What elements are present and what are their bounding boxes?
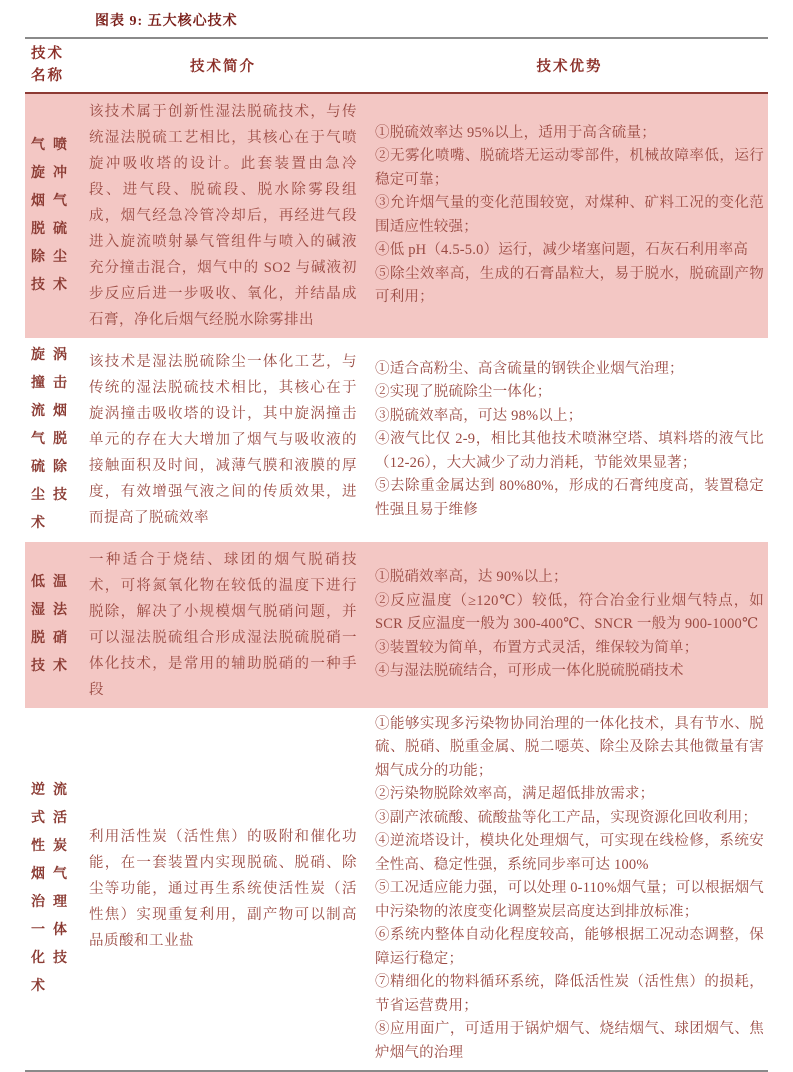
tech-intro: 利用活性炭（活性焦）的吸附和催化功能，在一套装置内实现脱硫、脱硝、除尘等功能，通过再生系统使活性炭（活性焦）实现重复利用，副产物可以制高品质酸和工业盐 xyxy=(89,829,357,950)
tech-name: 气喷旋冲烟气脱硫除尘技术 xyxy=(31,137,75,293)
tech-advantages-list xyxy=(369,117,768,315)
advantage-item: ④与湿法脱硫结合，可形成一体化脱硫脱硝技术 xyxy=(375,663,684,680)
column-header-advantages: 技术优势 xyxy=(536,58,603,75)
tech-name: 低温湿法脱硝技术 xyxy=(31,574,75,674)
advantage-item: ⑤去除重金属达到 80%80%，形成的石膏纯度高，装置稳定性强且易于维修 xyxy=(375,478,764,518)
tech-intro: 该技术是湿法脱硫除尘一体化工艺，与传统的湿法脱硫技术相比，其核心在于旋涡撞击吸收塔的设计，其中旋涡撞击单元的存在大大增加了烟气与吸收液的接触面积及时间，减薄气膜和液膜的厚度，有效增强气液之间的传质效果，进而提高了脱硫效率 xyxy=(89,353,357,526)
advantage-item: ③副产浓硫酸、硫酸盐等化工产品，实现资源化回收利用； xyxy=(375,809,758,826)
column-header-intro: 技术简介 xyxy=(190,58,256,75)
advantage-item: ③允许烟气量的变化范围较宽，对煤种、矿料工况的变化范围适应性较强； xyxy=(375,195,764,235)
tech-name: 旋涡撞击流烟气脱硫除尘技术 xyxy=(31,347,75,531)
core-tech-table xyxy=(25,37,768,1072)
advantage-item: ⑥系统内整体自动化程度较高，能够根据工况动态调整，保障运行稳定； xyxy=(375,927,764,967)
table-row-counterflow-activated-carbon xyxy=(25,708,768,1071)
table-row-gas-jet-desulfurization xyxy=(25,94,768,338)
advantage-item: ②实现了脱硫除尘一体化； xyxy=(375,384,552,401)
advantage-item: ⑤除尘效率高，生成的石膏晶粒大，易于脱水，脱硫副产物可利用； xyxy=(375,265,764,306)
advantage-item: ⑧应用面广，可适用于锅炉烟气、烧结烟气、球团烟气、焦炉烟气的治理 xyxy=(375,1021,764,1061)
advantage-item: ②污染物脱除效率高，满足超低排放需求； xyxy=(375,786,655,803)
tech-name: 逆流式活性炭烟气治理一体化技术 xyxy=(31,783,75,995)
advantage-item: ④液气比仅 2-9，相比其他技术喷淋空塔、填料塔的液气比（12-26），大大减少了动力消耗，节能效果显著； xyxy=(375,431,764,471)
tech-advantages-list xyxy=(369,561,768,689)
advantage-item: ⑤工况适应能力强，可以处理 0-110%烟气量；可以根据烟气中污染物的浓度变化调整炭层高度达到排放标准； xyxy=(375,880,764,920)
table-header-row xyxy=(25,39,768,94)
table-row-low-temp-wet-denitration xyxy=(25,542,768,708)
advantage-item: ①能够实现多污染物协同治理的一体化技术，具有节水、脱硫、脱硝、脱重金属、脱二噁英、除尘及除去其他微量有害烟气成分的功能； xyxy=(375,715,764,779)
tech-advantages-list xyxy=(369,353,768,528)
figure-title: 图表 9: 五大核心技术 xyxy=(95,14,238,29)
advantage-item: ④低 pH（4.5-5.0）运行，减少堵塞问题，石灰石利用率高 xyxy=(375,242,749,259)
tech-advantages-list xyxy=(369,708,768,1071)
tech-intro: 一种适合于烧结、球团的烟气脱硝技术，可将氮氧化物在较低的温度下进行脱除，解决了小规模烟气脱硝问题，并可以湿法脱硫组合形成湿法脱硫脱硝一体化技术，是常用的辅助脱硝的一种手段 xyxy=(89,551,357,698)
tech-intro: 该技术属于创新性湿法脱硫技术，与传统湿法脱硫工艺相比，其核心在于气喷旋冲吸收塔的设计。此套装置由急冷段、进气段、脱硫段、脱水除雾段组成，烟气经急冷管冷却后，再经进气段进入旋流喷射暴气管组件与喷入的碱液充分撞击混合，烟气中的 SO2 与碱液初步反应后进一步吸收、氧化，并结晶成石膏，净化后烟气经脱水除雾排出 xyxy=(89,103,357,328)
table-row-vortex-impact-desulfurization xyxy=(25,338,768,542)
advantage-item: ①适合高粉尘、高含硫量的钢铁企业烟气治理； xyxy=(375,360,684,377)
advantage-item: ③脱硫效率高，可达 98%以上； xyxy=(375,407,583,424)
advantage-item: ③装置较为简单，布置方式灵活，维保较为简单； xyxy=(375,639,699,656)
advantage-item: ②无雾化喷嘴、脱硫塔无运动零部件，机械故障率低，运行稳定可靠； xyxy=(375,148,764,188)
advantage-item: ④逆流塔设计，模块化处理烟气，可实现在线检修，系统安全性高、稳定性强，系统同步率可达 100% xyxy=(375,833,764,873)
advantage-item: ①脱硫效率达 95%以上，适用于高含硫量； xyxy=(375,124,656,141)
advantage-item: ②反应温度（≥120℃）较低，符合冶金行业烟气特点，如 SCR 反应温度一般为 300-400℃、SNCR 一般为 900-1000℃ xyxy=(375,592,764,633)
column-header-name: 技术名称 xyxy=(31,46,64,85)
advantage-item: ⑦精细化的物料循环系统，降低活性炭（活性焦）的损耗，节省运营费用； xyxy=(375,974,764,1014)
advantage-item: ①脱硝效率高，达 90%以上； xyxy=(375,569,568,586)
